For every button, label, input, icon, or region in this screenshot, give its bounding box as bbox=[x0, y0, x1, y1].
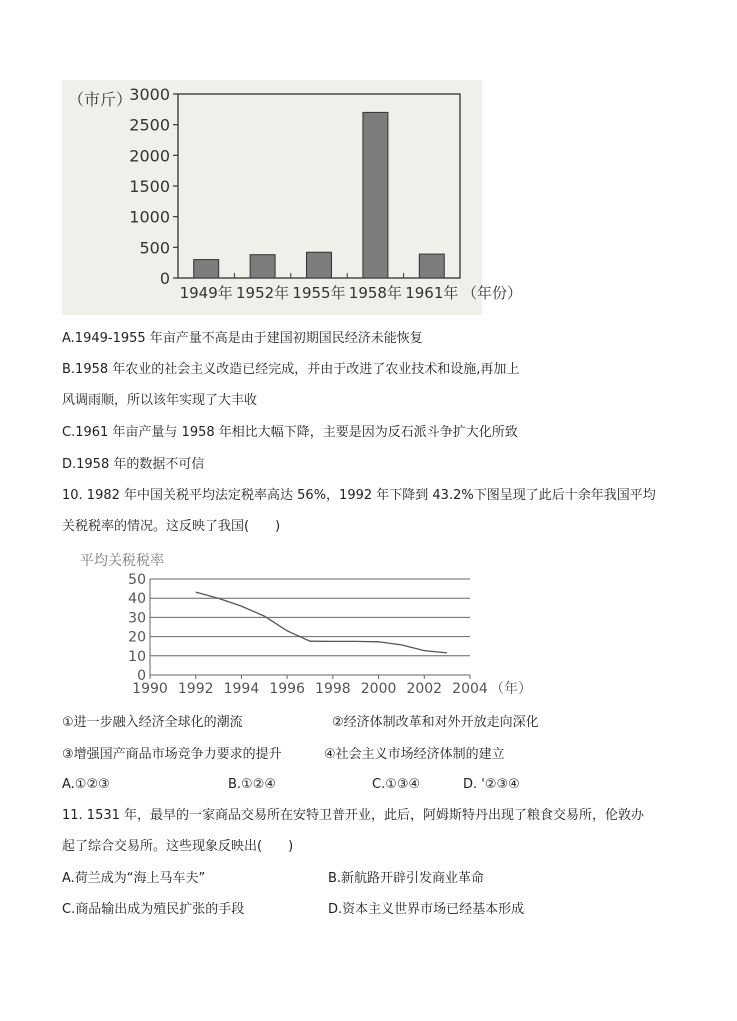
q10-choice-c: C.①③④ bbox=[372, 777, 421, 792]
line-chart-container bbox=[78, 548, 532, 698]
bar bbox=[419, 254, 444, 278]
x-tick-label: 1958年 bbox=[348, 284, 402, 302]
bar bbox=[307, 252, 332, 278]
y-tick-label: 1500 bbox=[129, 177, 170, 196]
x-tick-label: 1961年 bbox=[405, 284, 459, 302]
bar bbox=[363, 112, 388, 278]
x-tick-label: 1996 bbox=[269, 681, 305, 697]
x-tick-label: 2000 bbox=[360, 681, 397, 697]
q10-statement-1: ①进一步融入经济全球化的潮流 bbox=[62, 715, 243, 730]
y-tick-label: 0 bbox=[159, 269, 170, 288]
q9-option-b-continued: 风调雨顺，所以该年实现了大丰收 bbox=[62, 393, 258, 408]
q11-choice-d: D.资本主义世界市场已经基本形成 bbox=[328, 902, 525, 917]
x-tick-label: 1998 bbox=[315, 681, 351, 697]
q10-choice-d: D. '②③④ bbox=[463, 777, 520, 792]
x-tick-label: 1990 bbox=[132, 681, 168, 697]
plot-frame bbox=[178, 94, 460, 278]
q9-option-b: B.1958 年农业的社会主义改造已经完成，并由于改进了农业技术和设施,再加上 bbox=[62, 362, 520, 377]
y-tick-label: 0 bbox=[137, 668, 146, 684]
x-tick-label: 1992 bbox=[177, 681, 214, 697]
q10-statement-4: ④社会主义市场经济体制的建立 bbox=[324, 747, 505, 762]
bar-chart-container bbox=[62, 80, 523, 315]
y-tick-label: 20 bbox=[128, 629, 146, 646]
q10-statement-2: ②经济体制改革和对外开放走向深化 bbox=[332, 715, 539, 730]
y-tick-label: 40 bbox=[128, 591, 146, 608]
y-unit-label: （市斤） bbox=[68, 90, 133, 109]
q10-stem-line2: 关税税率的情况。这反映了我国( ) bbox=[62, 519, 281, 534]
q11-choice-a: A.荷兰成为“海上马车夫” bbox=[62, 871, 206, 886]
y-tick-label: 1000 bbox=[129, 207, 170, 227]
x-tick-label: 1994 bbox=[223, 681, 260, 697]
q9-option-a: A.1949-1955 年亩产量不高是由于建国初期国民经济未能恢复 bbox=[62, 331, 423, 346]
y-tick-label: 30 bbox=[128, 610, 146, 627]
q9-option-c: C.1961 年亩产量与 1958 年相比大幅下降，主要是因为反石派斗争扩大化所致 bbox=[62, 425, 518, 440]
y-tick-label: 10 bbox=[128, 648, 146, 665]
x-axis-suffix: （年份） bbox=[462, 284, 523, 302]
q11-choice-b: B.新航路开辟引发商业革命 bbox=[328, 871, 485, 886]
x-tick-label: 2004 bbox=[452, 681, 488, 697]
x-tick-label: 1949年 bbox=[179, 284, 233, 302]
q11-choice-c: C.商品输出成为殖民扩张的手段 bbox=[62, 902, 245, 917]
series-line bbox=[196, 592, 447, 653]
bar bbox=[250, 255, 275, 278]
q10-choice-b: B.①②④ bbox=[228, 777, 277, 792]
tariff-line-chart bbox=[78, 548, 532, 698]
chart-title: 平均关税税率 bbox=[80, 553, 164, 569]
q11-stem-line1: 11. 1531 年，最早的一家商品交易所在安特卫普开业，此后，阿姆斯特丹出现了粮食交易所，伦敦办 bbox=[62, 808, 645, 823]
bar bbox=[194, 260, 219, 278]
x-tick-label: 1952年 bbox=[236, 284, 290, 302]
q10-statement-3: ③增强国产商品市场竞争力要求的提升 bbox=[62, 747, 282, 762]
y-tick-label: 50 bbox=[128, 572, 146, 588]
q10-stem-line1: 10. 1982 年中国关税平均法定税率高达 56%，1992 年下降到 43.2%下图呈现了此后十余年我国平均 bbox=[62, 488, 656, 503]
y-tick-label: 2500 bbox=[129, 115, 170, 135]
yield-bar-chart bbox=[62, 80, 523, 315]
q10-choice-a: A.①②③ bbox=[62, 777, 110, 792]
q9-option-d: D.1958 年的数据不可信 bbox=[62, 457, 205, 472]
y-tick-label: 2000 bbox=[129, 146, 170, 166]
x-tick-label: 2002 bbox=[406, 681, 443, 697]
x-tick-label: 1955年 bbox=[292, 284, 346, 302]
y-tick-label: 500 bbox=[139, 238, 170, 258]
q11-stem-line2: 起了综合交易所。这些现象反映出( ) bbox=[62, 839, 294, 854]
y-tick-label: 3000 bbox=[129, 85, 170, 104]
x-axis-suffix: （年） bbox=[490, 681, 532, 697]
